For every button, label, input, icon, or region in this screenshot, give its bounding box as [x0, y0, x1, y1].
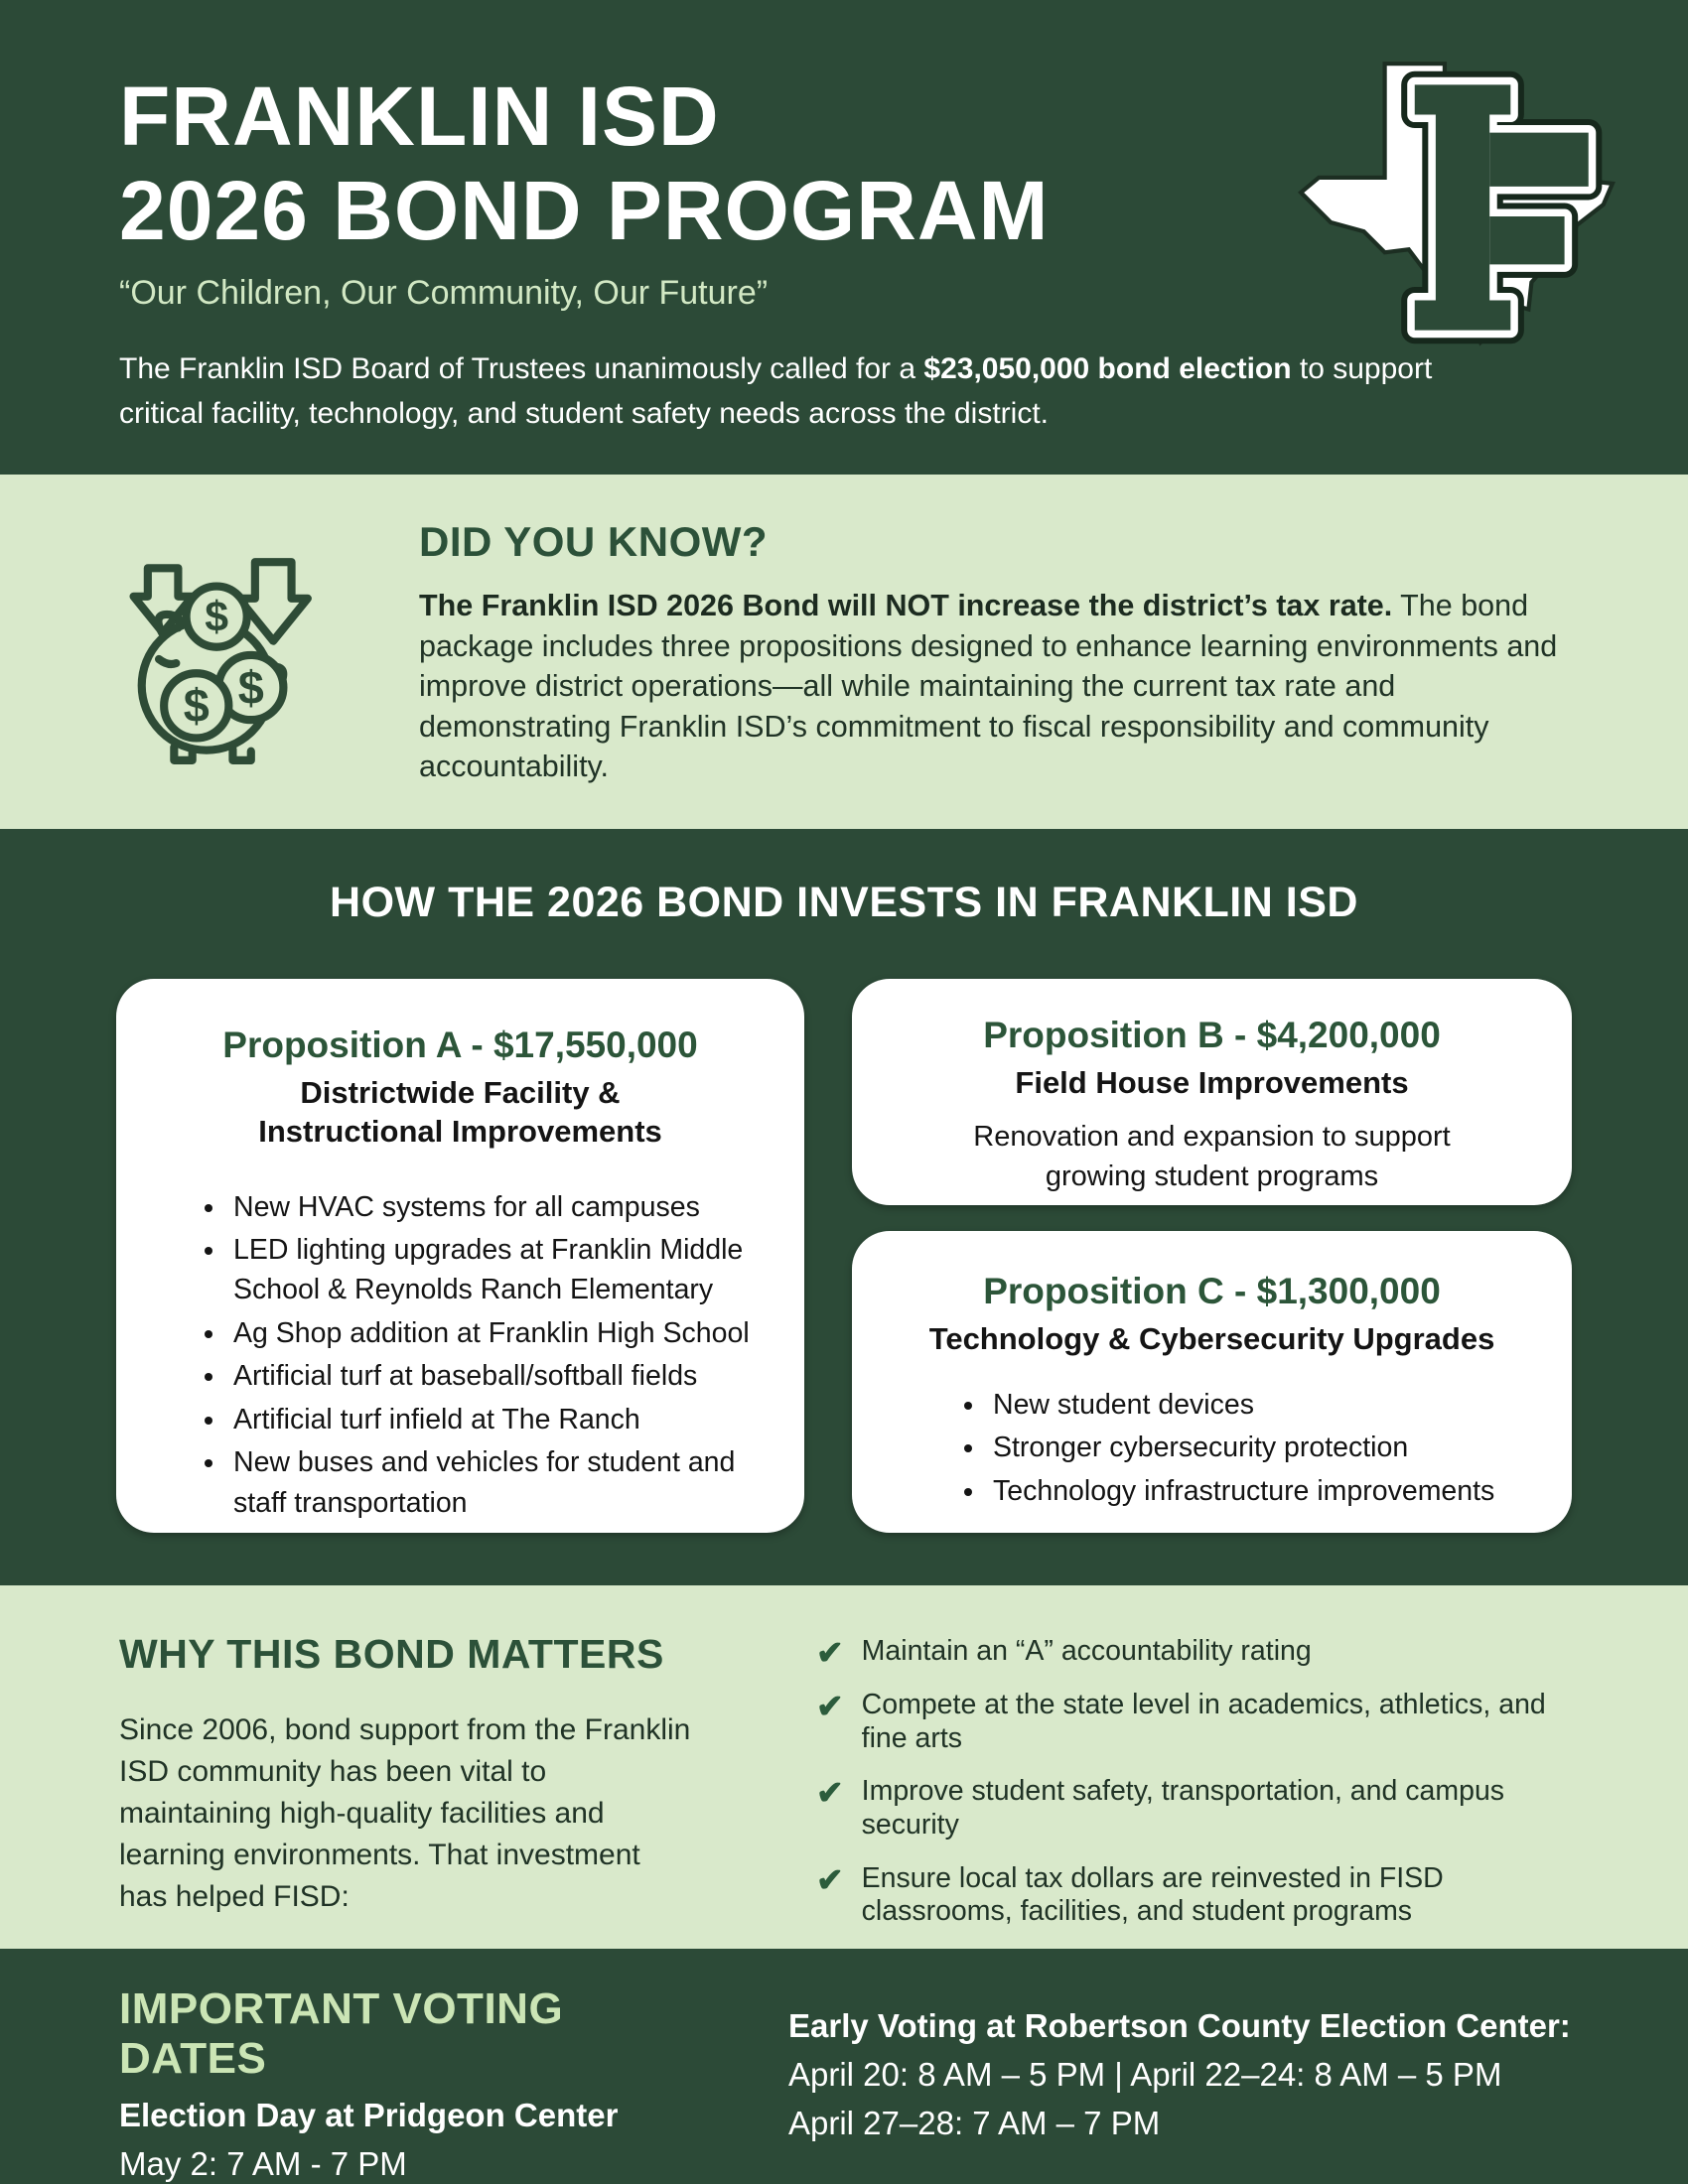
investments-section — [0, 829, 1688, 1585]
texas-f-logo-icon — [1277, 58, 1636, 357]
piggy-bank-icon — [103, 524, 316, 796]
title-line-2: 2026 BOND PROGRAM — [119, 163, 1050, 257]
election-day-heading: Election Day at Pridgeon Center — [119, 2097, 619, 2133]
did-you-know-section — [0, 475, 1688, 829]
voting-left-column — [119, 1984, 715, 2184]
intro-pre: The Franklin ISD Board of Trustees unanimously called for a — [119, 351, 924, 385]
why-paragraph: Since 2006, bond support from the Franklin ISD community has been vital to maintaining high-quality facilities and learning environments. That investment has helped FISD: — [119, 1713, 691, 1913]
did-you-know-lead: The Franklin ISD 2026 Bond will NOT increase the district’s tax rate. — [419, 589, 1393, 622]
check-item — [816, 1775, 1561, 1842]
svg-text:$: $ — [205, 593, 229, 641]
voting-right-column — [788, 1984, 1571, 2184]
header-section — [0, 0, 1688, 475]
voting-title: IMPORTANT VOTING DATES — [119, 1984, 564, 2083]
proposition-c-bullets — [892, 1385, 1532, 1511]
check-text: Improve student safety, transportation, and campus security — [861, 1775, 1505, 1841]
bullet-item: • Artificial turf at baseball/softball fields — [227, 1356, 759, 1396]
proposition-a-title: Proposition A - $17,550,000 — [222, 1024, 698, 1065]
proposition-b-title: Proposition B - $4,200,000 — [983, 1015, 1441, 1055]
early-voting-heading: Early Voting at Robertson County Election Center: — [788, 2007, 1571, 2044]
check-icon: ✔ — [816, 1634, 844, 1671]
bullet-item: • LED lighting upgrades at Franklin Middle School & Reynolds Ranch Elementary — [227, 1230, 759, 1310]
check-icon: ✔ — [816, 1688, 844, 1724]
did-you-know-title: DID YOU KNOW? — [419, 518, 769, 565]
proposition-a-card — [116, 979, 804, 1533]
proposition-b-card — [852, 979, 1572, 1205]
bullet-item: • Ag Shop addition at Franklin High School — [227, 1313, 759, 1353]
why-checklist — [816, 1631, 1561, 1949]
intro-bold-amount: $23,050,000 bond election — [923, 351, 1292, 385]
bullet-item: • New HVAC systems for all campuses — [227, 1187, 759, 1227]
propositions-b-c-column — [852, 979, 1572, 1533]
intro-post: to support critical facility, technology, and student safety needs across the district. — [119, 351, 1433, 430]
check-icon: ✔ — [816, 1860, 844, 1898]
svg-text:$: $ — [237, 661, 264, 714]
check-text: Maintain an “A” accountability rating — [861, 1635, 1312, 1667]
early-voting-times-1: April 20: 8 AM – 5 PM | April 22–24: 8 AM – 5 PM — [788, 2056, 1502, 2093]
check-item — [816, 1689, 1561, 1755]
proposition-b-description: Renovation and expansion to support growing student programs — [973, 1120, 1451, 1193]
bullet-item: • New student devices — [987, 1385, 1532, 1425]
tagline: “Our Children, Our Community, Our Future” — [119, 273, 769, 312]
early-voting-times-2: April 27–28: 7 AM – 7 PM — [788, 2105, 1161, 2141]
check-text: Ensure local tax dollars are reinvested in FISD classrooms, facilities, and student programs — [861, 1861, 1444, 1928]
proposition-cards — [116, 979, 1572, 1533]
why-title: WHY THIS BOND MATTERS — [119, 1631, 664, 1677]
svg-text:$: $ — [183, 680, 210, 733]
proposition-c-subtitle: Technology & Cybersecurity Upgrades — [928, 1321, 1495, 1356]
intro-text — [119, 346, 1489, 436]
check-icon: ✔ — [816, 1774, 844, 1812]
why-section — [0, 1585, 1688, 1949]
proposition-a-subtitle: Districtwide Facility & Instructional Improvements — [258, 1075, 662, 1149]
voting-section — [0, 1949, 1688, 2184]
bullet-item: • Artificial turf infield at The Ranch — [227, 1400, 759, 1439]
did-you-know-text — [419, 586, 1561, 787]
election-day-time: May 2: 7 AM - 7 PM — [119, 2145, 407, 2182]
why-left-column — [119, 1631, 695, 1949]
proposition-c-card — [852, 1231, 1572, 1533]
proposition-a-bullets — [162, 1187, 759, 1524]
bullet-item: • Technology infrastructure improvements — [987, 1471, 1532, 1511]
proposition-b-subtitle: Field House Improvements — [1015, 1065, 1409, 1100]
check-text: Compete at the state level in academics, athletics, and fine arts — [861, 1689, 1546, 1754]
title-line-1: FRANKLIN ISD — [119, 69, 720, 163]
did-you-know-body: The bond package includes three propositions designed to enhance learning environments and improve district operations—all while maintaining the current tax rate and demonstrating Franklin ISD’s commitment to fiscal responsibility and community accountability. — [419, 589, 1558, 784]
investments-title: HOW THE 2026 BOND INVESTS IN FRANKLIN ISD — [330, 879, 1358, 926]
bullet-item: • Stronger cybersecurity protection — [987, 1428, 1532, 1467]
check-item — [816, 1635, 1561, 1669]
proposition-c-title: Proposition C - $1,300,000 — [983, 1271, 1441, 1311]
check-item — [816, 1862, 1561, 1929]
bullet-item: • New buses and vehicles for student and staff transportation — [227, 1442, 759, 1523]
